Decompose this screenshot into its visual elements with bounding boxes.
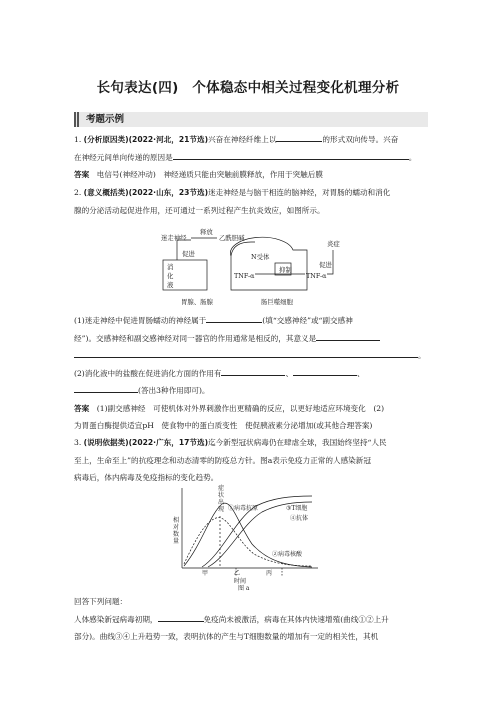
phase-label-3: 丙 <box>266 570 273 577</box>
q2-answer-label: 答案 <box>74 403 90 413</box>
curve-label-4: ④抗体 <box>290 515 309 522</box>
symptom-label-1: 症 <box>218 485 225 492</box>
q2-sep-1: 、 <box>285 368 294 378</box>
label-promote-2: 促进 <box>319 261 332 269</box>
vagus-anti-inflammation-diagram <box>155 226 355 308</box>
curve-label-1: ①病毒抗原 <box>228 505 259 512</box>
q2-answer-1: (1)副交感神经 可使机体对外界刺激作出更精确的反应，以更好地适应环境变化 (2) <box>96 403 385 413</box>
q1-period: 。 <box>408 152 417 162</box>
macrophage-cell <box>230 237 307 290</box>
q3-blank-1[interactable] <box>158 612 204 622</box>
q1-answer-text: 电信号(神经冲动) 神经递质只能由突触前膜释放，作用于突触后膜 <box>96 170 323 179</box>
question-3-continued <box>74 593 430 646</box>
symptom-label-2: 状 <box>218 492 225 499</box>
label-digestive-2: 化 <box>167 272 174 280</box>
q3-tag: (说明依据类)(2022·广东，17节选) <box>83 438 209 447</box>
curve-label-2: ②病毒核酸 <box>272 551 303 558</box>
q2-blank-2-cont[interactable] <box>74 348 418 358</box>
q2-text-b: 腺的分泌活动起促进作用，还可通过一系列过程产生抗炎效应，如图所示。 <box>74 205 325 215</box>
label-macrophage: 肠巨噬细胞 <box>261 298 293 306</box>
label-tnf-inside: TNF-α <box>234 272 255 280</box>
label-ach: 乙酰胆碱 <box>219 234 245 242</box>
section-header-bar <box>74 112 428 127</box>
q1-blank-1[interactable] <box>276 132 322 142</box>
q1-text-c: 在神经元间单向传递的原因是 <box>74 152 173 162</box>
curve-label-3: ③T细胞 <box>286 505 308 512</box>
q2-sub2-a: (2)消化液中的盐酸在促进消化方面的作用有 <box>74 368 222 378</box>
label-digestive-3: 液 <box>167 281 174 289</box>
section-label: 考题示例 <box>86 114 125 125</box>
q2-sub1-c: 经”)。交感神经和副交感神经对同一器官的作用通常是相反的，其意义是 <box>74 333 317 343</box>
q3-text-d1: 人体感染新冠病毒初期， <box>74 614 158 624</box>
q3-text-c: 病毒后，体内病毒及免疫指标的变化趋势。 <box>74 473 219 482</box>
q1-blank-2[interactable] <box>173 150 409 160</box>
label-n-receptor: N受体 <box>251 253 270 261</box>
label-vagus: 迷走神经 <box>161 234 187 242</box>
q2-blank-4[interactable] <box>293 366 357 376</box>
q3-number: 3. <box>74 438 82 447</box>
q3-text-e: 部分)。曲线③④上升趋势一致，表明抗体的产生与T细胞数量的增加有一定的相关性，其机 <box>74 632 379 641</box>
q2-sub1-a: (1)迷走神经中促进胃肠蠕动的神经属于 <box>74 316 207 325</box>
q2-number: 2. <box>74 188 82 197</box>
y-axis-label: 相对数量 <box>173 517 180 545</box>
q2-sep-2: 、 <box>357 368 365 378</box>
label-digestive-1: 消 <box>167 263 174 271</box>
question-3 <box>74 434 430 487</box>
phase-label-2: 乙 <box>234 570 241 577</box>
q1-text-a: 兴奋在神经纤维上以 <box>208 135 277 144</box>
label-gut-glands: 胃腺、肠腺 <box>181 298 213 306</box>
q2-blank-3[interactable] <box>221 366 285 376</box>
q3-prompt: 回答下列问题： <box>74 597 128 606</box>
symptom-label-3: 出 <box>218 499 225 506</box>
q1-tag: (分析原因类)(2022·河北，21节选) <box>83 135 209 144</box>
phase-label-1: 甲 <box>202 570 209 577</box>
q2-text-a: 迷走神经是与脑干相连的脑神经，对胃肠的蠕动和消化 <box>208 188 391 197</box>
q1-answer-label: 答案 <box>74 170 90 179</box>
label-release: 释放 <box>200 228 213 236</box>
symptom-label-4: 现 <box>218 506 225 513</box>
x-axis-label: 时间 <box>234 578 247 585</box>
label-inflammation: 炎症 <box>327 240 340 248</box>
label-tnf-outside: TNF-α <box>306 272 327 280</box>
q2-blank-1[interactable] <box>206 313 262 323</box>
label-inhibit: 抑制 <box>279 266 292 274</box>
page-title: 长句表达(四) 个体稳态中相关过程变化机理分析 <box>96 80 400 96</box>
section-marker-icon <box>74 112 82 127</box>
q2-blank-2[interactable] <box>316 331 380 341</box>
q1-number: 1. <box>74 135 82 144</box>
q2-sub2-end: (答出3种作用即可)。 <box>138 386 210 395</box>
label-promote: 促进 <box>182 250 195 258</box>
question-2-subparts <box>74 312 430 435</box>
q2-blank-5[interactable] <box>74 383 138 393</box>
q2-sub1-period: 。 <box>418 351 426 360</box>
curve-2-viral-nucleic-acid <box>184 518 312 566</box>
q2-tag: (意义概括类)(2022·山东，23节选) <box>83 188 209 197</box>
q3-text-b: 至上，生命至上”的抗疫理念和动态清零的防疫总方针。图a表示免疫力正常的人感染新冠 <box>74 455 371 465</box>
q3-text-d2: 免疫尚未被激活，病毒在其体内快速增殖(曲线①②上升 <box>203 614 389 624</box>
q2-answer-2: 为胃蛋白酶提供适宜pH 使食物中的蛋白质变性 使促胰液素分泌增加(或其他合理答案) <box>74 421 373 430</box>
q2-sub1-b: (填“交感神经”或“副交感神 <box>262 316 353 325</box>
q1-text-b: 的形式双向传导。兴奋 <box>322 135 399 144</box>
figure-caption: 图 a <box>238 585 250 592</box>
q3-text-a: 迄今新型冠状病毒仍在肆虐全球，我国始终坚持“人民 <box>208 438 387 447</box>
question-2 <box>74 184 430 219</box>
figure-a-graph <box>172 484 322 592</box>
question-1 <box>74 131 430 184</box>
